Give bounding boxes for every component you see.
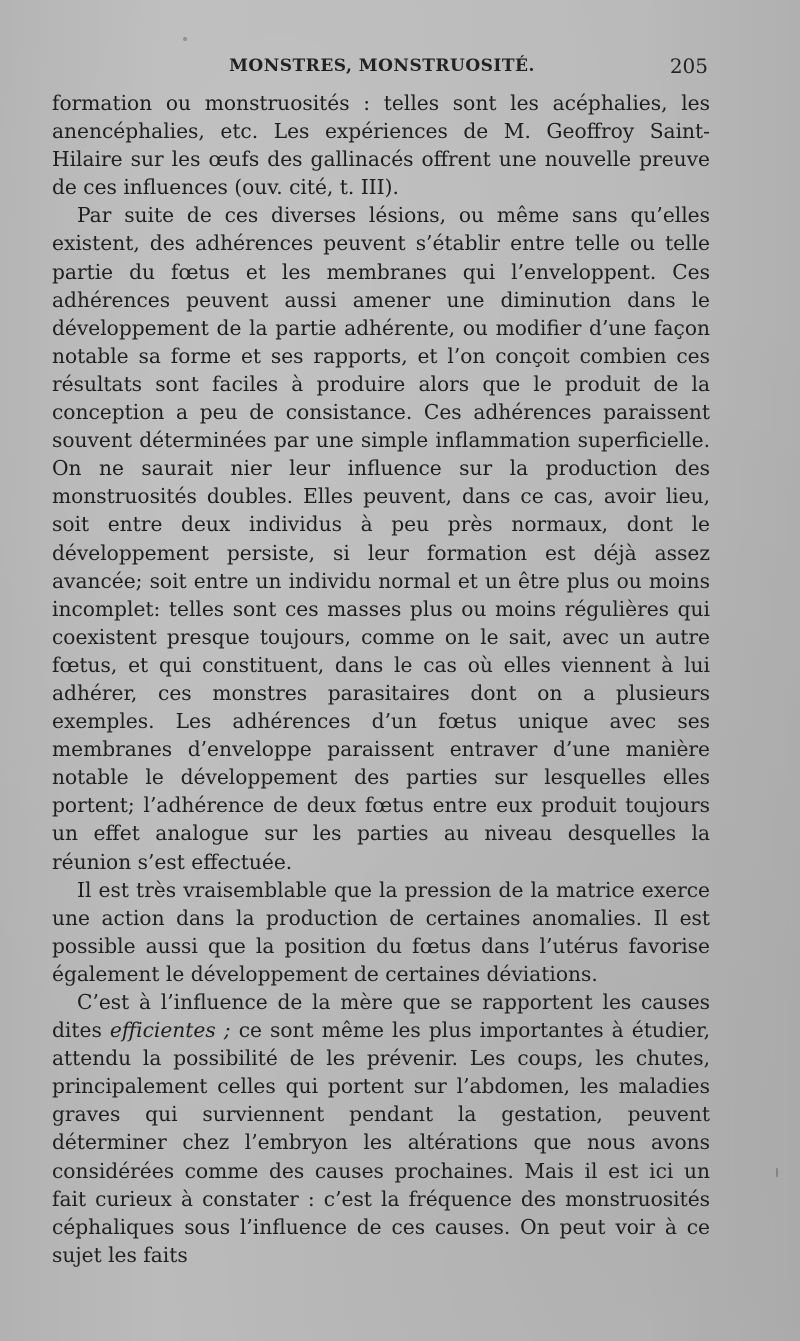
paragraph-adherences: Par suite de ces diverses lésions, ou même sans qu’elles existent, des adhérences peuvent s’établir entre telle ou telle partie du fœtus et les membranes qui l’enveloppent. Ces adhérences peuvent aussi amener une diminution dans le développement de la partie adhérente, ou modifier d’une façon notable sa forme et ses rapports, et l’on conçoit combien ces résultats sont faciles à produire alors que le produit de la conception a peu de consistance. Ces adhérences paraissent souvent déterminées par une simple inflammation superficielle. On ne saurait nier leur influence sur la production des monstruosités doubles. Elles peuvent, dans ce cas, avoir lieu, soit entre deux individus à peu près normaux, dont le développement persiste, si leur formation est déjà assez avancée; soit entre un individu normal et un être plus ou moins incomplet: telles sont ces masses plus ou moins régulières qui coexistent presque toujours, comme on le sait, avec un autre fœtus, et qui constituent, dans le cas où elles viennent à lui adhérer, ces monstres parasitaires dont on a plusieurs exemples. Les adhérences d’un fœtus unique avec ses membranes d’enveloppe paraissent entraver d’une manière notable le développement des parties sur lesquelles elles portent; l’adhérence de deux fœtus entre eux produit toujours un effet analogue sur les parties au niveau desquelles la réunion s’est effectuée. [52,203,710,874]
ink-speck [776,1168,778,1177]
paragraph-causes-efficientes [52,988,710,1269]
paragraph-text-end: ce sont même les plus importantes à étudier, attendu la possibilité de les prévenir. Les coups, les chutes, principalement celles qui portent sur l’abdomen, les maladies graves qui surviennent pendant la gestation, peuvent déterminer chez l’embryon les altérations que nous avons considérées comme des causes prochaines. Mais il est ici un fait curieux à constater : c’est la fréquence des monstruosités céphaliques sous l’influence de ces causes. On peut voir à ce sujet les faits [52,1018,711,1267]
running-head: MONSTRES, MONSTRUOSITÉ. [229,56,535,76]
page-number: 205 [669,54,708,78]
paragraph-pression-matrice: Il est très vraisemblable que la pression de la matrice exerce une action dans la production de certaines anomalies. Il est possible aussi que la position du fœtus dans l’utérus favorise également le développement de certaines déviations. [52,877,710,986]
body-text [52,89,710,1269]
italic-term: efficientes ; [109,1018,231,1043]
paragraph-continued: formation ou monstruosités : telles sont les acéphalies, les anencéphalies, etc. Les expériences de M. Geoffroy Saint-Hilaire sur les œufs des gallinacés offrent une nouvelle preuve de ces influences (ouv. cité, t. III). [52,91,710,200]
ink-speck [183,37,187,41]
page-header [52,56,712,82]
paragraph-text-start: C’est à l’influence de la mère que se rapportent les causes dites [52,990,710,1043]
